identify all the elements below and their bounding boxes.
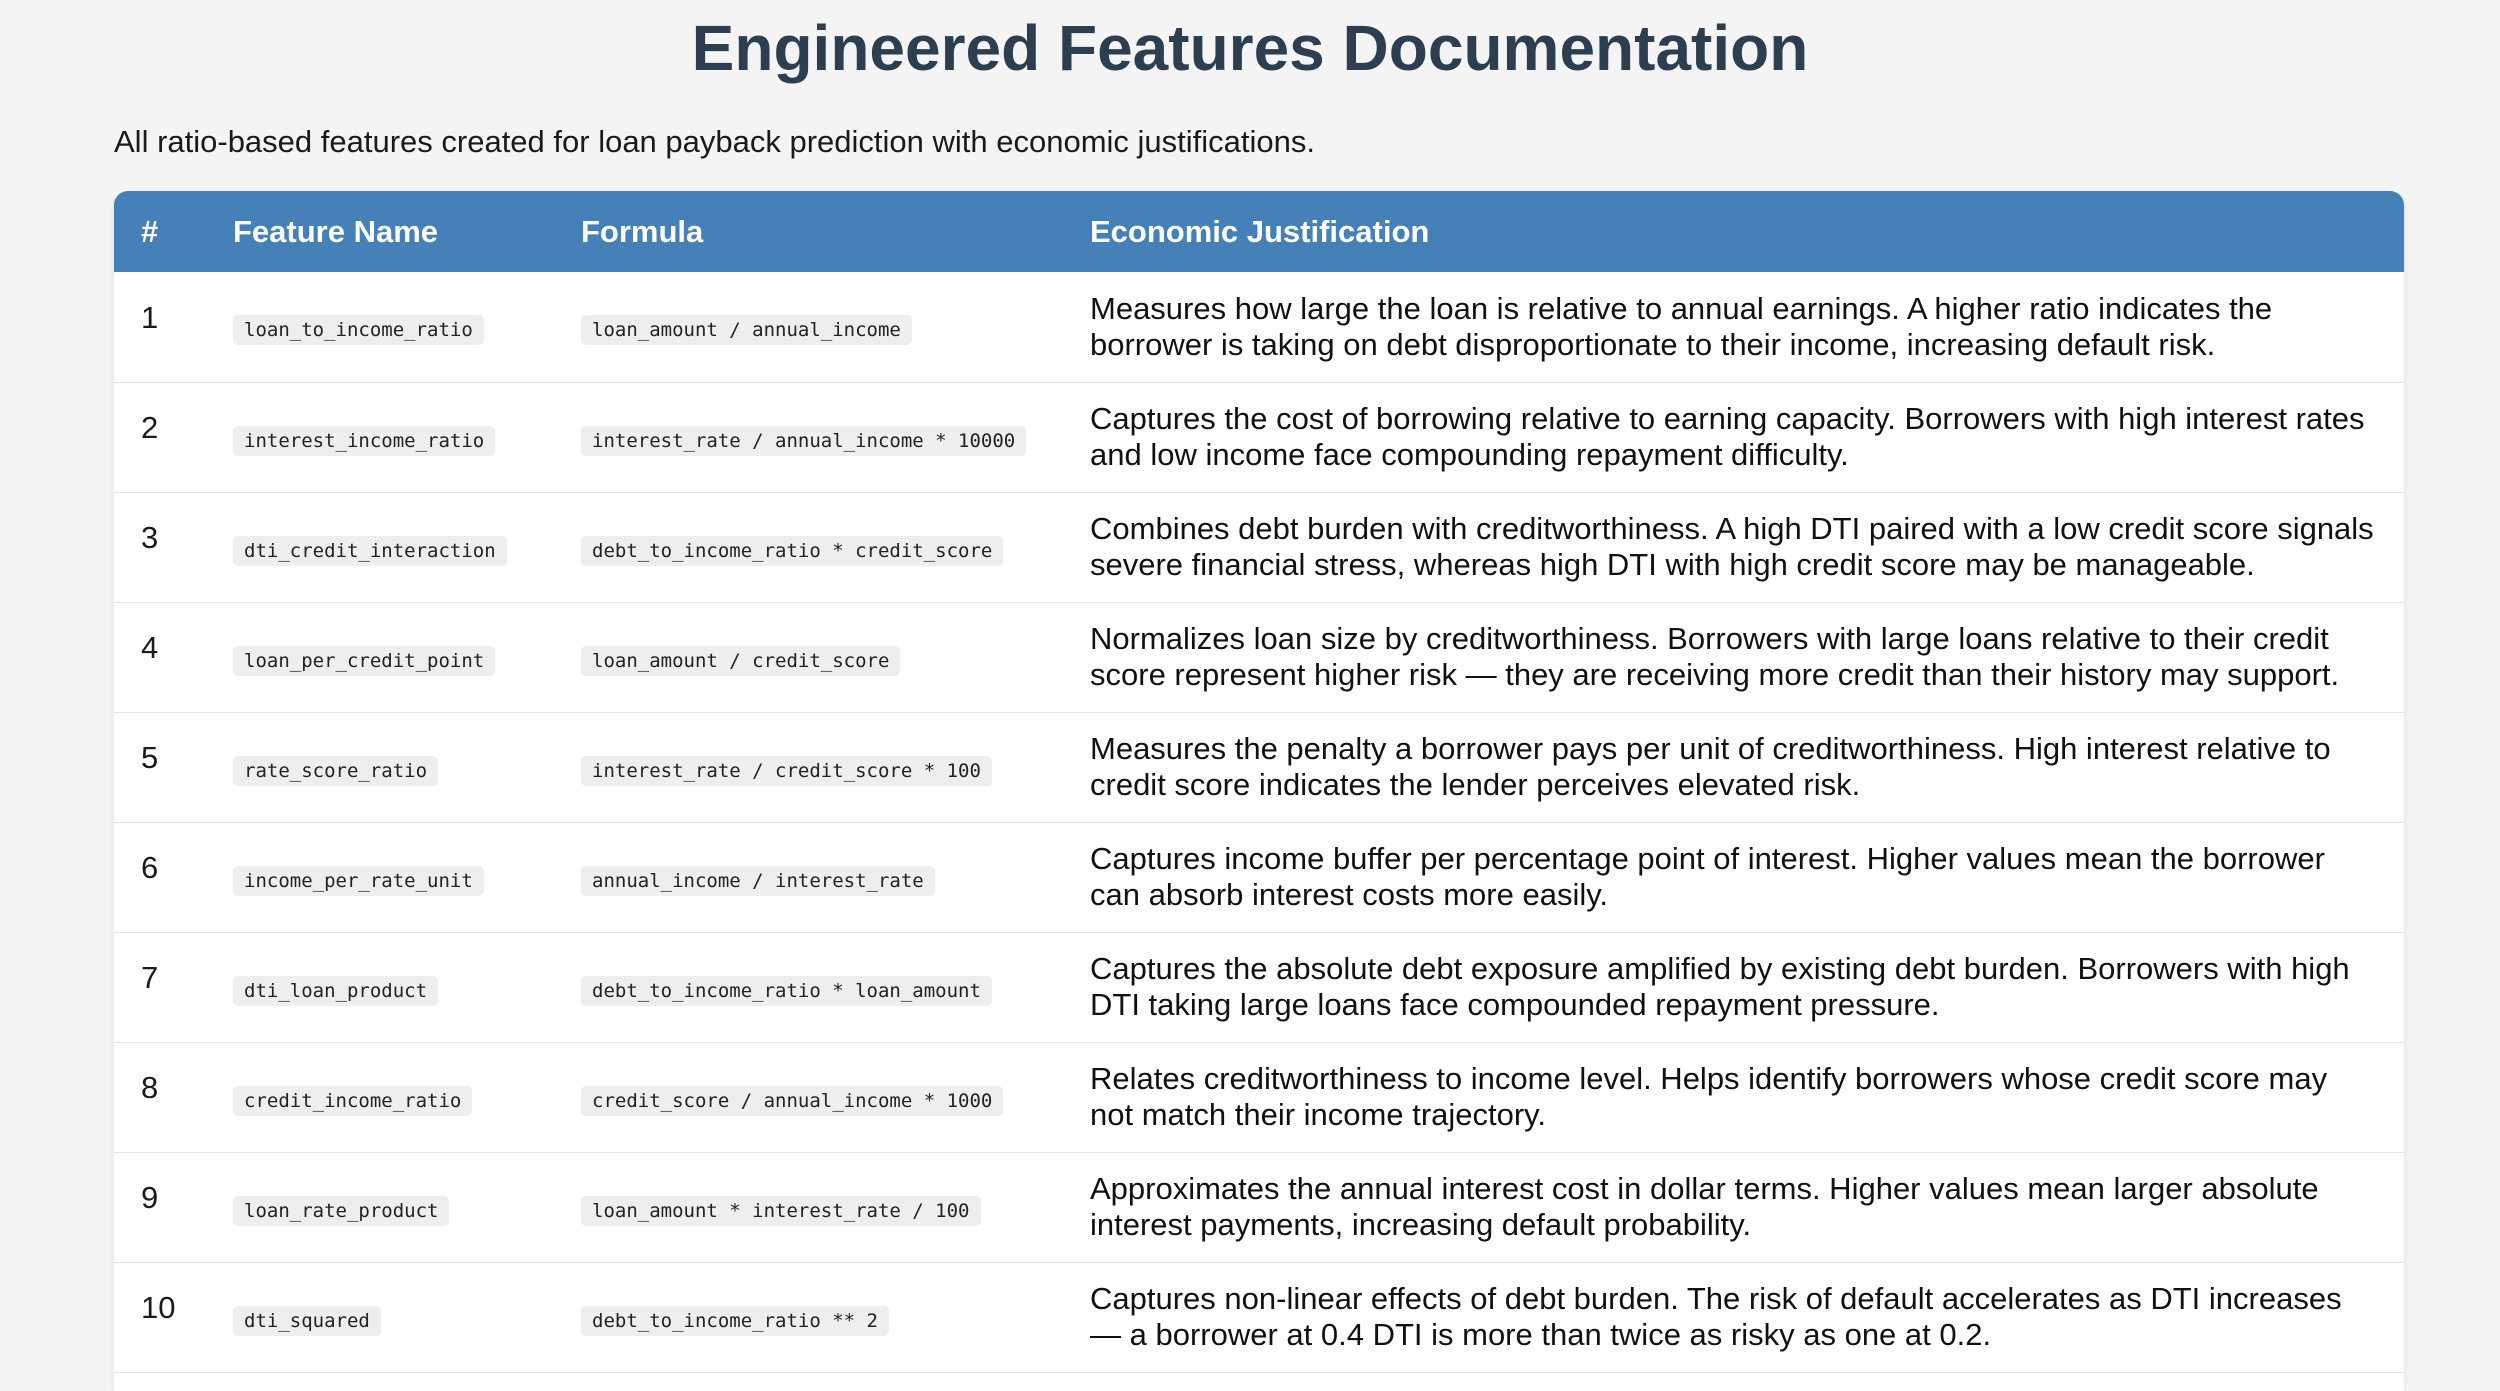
justification-text: Approximates the annual interest cost in dollar terms. Higher values mean larger absolute interest payments, increasing default probability.	[1090, 1171, 2319, 1242]
feature-name-code: loan_to_income_ratio	[233, 315, 484, 345]
page-title: Engineered Features Documentation	[691, 12, 1809, 84]
header-number: #	[141, 213, 159, 249]
row-number: 8	[141, 1070, 159, 1105]
page-subtitle: All ratio-based features created for loan payback prediction with economic justifications.	[114, 124, 1316, 159]
row-number: 7	[141, 960, 159, 995]
feature-name-code: loan_rate_product	[233, 1196, 449, 1226]
row-number: 2	[141, 410, 159, 445]
feature-name-code: rate_score_ratio	[233, 756, 438, 786]
formula-code: debt_to_income_ratio * loan_amount	[581, 976, 992, 1006]
row-number: 1	[141, 299, 159, 335]
justification-text: Normalizes loan size by creditworthiness. Borrowers with large loans relative to their credit score represent higher risk — they are receiving more credit than their history may support.	[1090, 621, 2340, 692]
feature-name-code: interest_income_ratio	[233, 426, 495, 456]
justification-text: Relates creditworthiness to income level. Helps identify borrowers whose credit score may not match their income trajectory.	[1090, 1061, 2328, 1132]
formula-code: interest_rate / credit_score * 100	[581, 756, 992, 786]
table-row	[114, 932, 2404, 1042]
formula-code: debt_to_income_ratio ** 2	[581, 1306, 889, 1336]
table-row	[114, 382, 2404, 492]
formula-code: loan_amount / credit_score	[581, 646, 900, 676]
feature-name-code: dti_loan_product	[233, 976, 438, 1006]
formula-code: interest_rate / annual_income * 10000	[581, 426, 1026, 456]
feature-name-code: loan_per_credit_point	[233, 646, 495, 676]
feature-name-code: dti_credit_interaction	[233, 536, 507, 566]
row-number: 5	[141, 740, 159, 775]
formula-code: loan_amount * interest_rate / 100	[581, 1196, 981, 1226]
row-number: 9	[141, 1180, 159, 1215]
row-number: 6	[141, 850, 159, 885]
justification-text: Captures non-linear effects of debt burden. The risk of default accelerates as DTI increases — a borrower at 0.4 DTI is more than twice as risky as one at 0.2.	[1090, 1281, 2342, 1352]
table-row	[114, 1152, 2404, 1262]
feature-name-code: income_per_rate_unit	[233, 866, 484, 896]
justification-text: Measures the penalty a borrower pays per unit of creditworthiness. High interest relative to credit score indicates the lender perceives elevated risk.	[1090, 731, 2331, 802]
table-row	[114, 602, 2404, 712]
formula-code: annual_income / interest_rate	[581, 866, 935, 896]
formula-code: debt_to_income_ratio * credit_score	[581, 536, 1003, 566]
features-table	[114, 191, 2404, 1373]
formula-code: loan_amount / annual_income	[581, 315, 912, 345]
header-formula: Formula	[581, 213, 704, 249]
table-row	[114, 1042, 2404, 1152]
justification-text: Measures how large the loan is relative to annual earnings. A higher ratio indicates the borrower is taking on debt disproportionate to their income, increasing default risk.	[1090, 290, 2273, 362]
table-row	[114, 492, 2404, 602]
formula-code: credit_score / annual_income * 1000	[581, 1086, 1003, 1116]
feature-name-code: dti_squared	[233, 1306, 381, 1336]
table-header-row	[114, 191, 2404, 272]
row-number: 4	[141, 630, 159, 665]
table-row	[114, 712, 2404, 822]
row-number: 3	[141, 520, 159, 555]
justification-text: Captures the absolute debt exposure amplified by existing debt burden. Borrowers with high DTI taking large loans face compounded repayment pressure.	[1090, 951, 2350, 1022]
justification-text: Combines debt burden with creditworthiness. A high DTI paired with a low credit score signals severe financial stress, whereas high DTI with high credit score may be manageable.	[1090, 511, 2374, 582]
header-feature-name: Feature Name	[233, 213, 439, 249]
justification-text: Captures the cost of borrowing relative to earning capacity. Borrowers with high interest rates and low income face compounding repayment difficulty.	[1090, 401, 2365, 472]
table-row	[114, 272, 2404, 382]
row-number: 10	[141, 1290, 176, 1325]
header-justification: Economic Justification	[1090, 213, 1430, 249]
features-table-container	[114, 191, 2404, 1391]
table-header	[114, 191, 2404, 272]
table-body	[114, 272, 2404, 1372]
feature-name-code: credit_income_ratio	[233, 1086, 472, 1116]
table-row	[114, 822, 2404, 932]
table-row	[114, 1262, 2404, 1372]
justification-text: Captures income buffer per percentage point of interest. Higher values mean the borrower can absorb interest costs more easily.	[1090, 841, 2325, 912]
